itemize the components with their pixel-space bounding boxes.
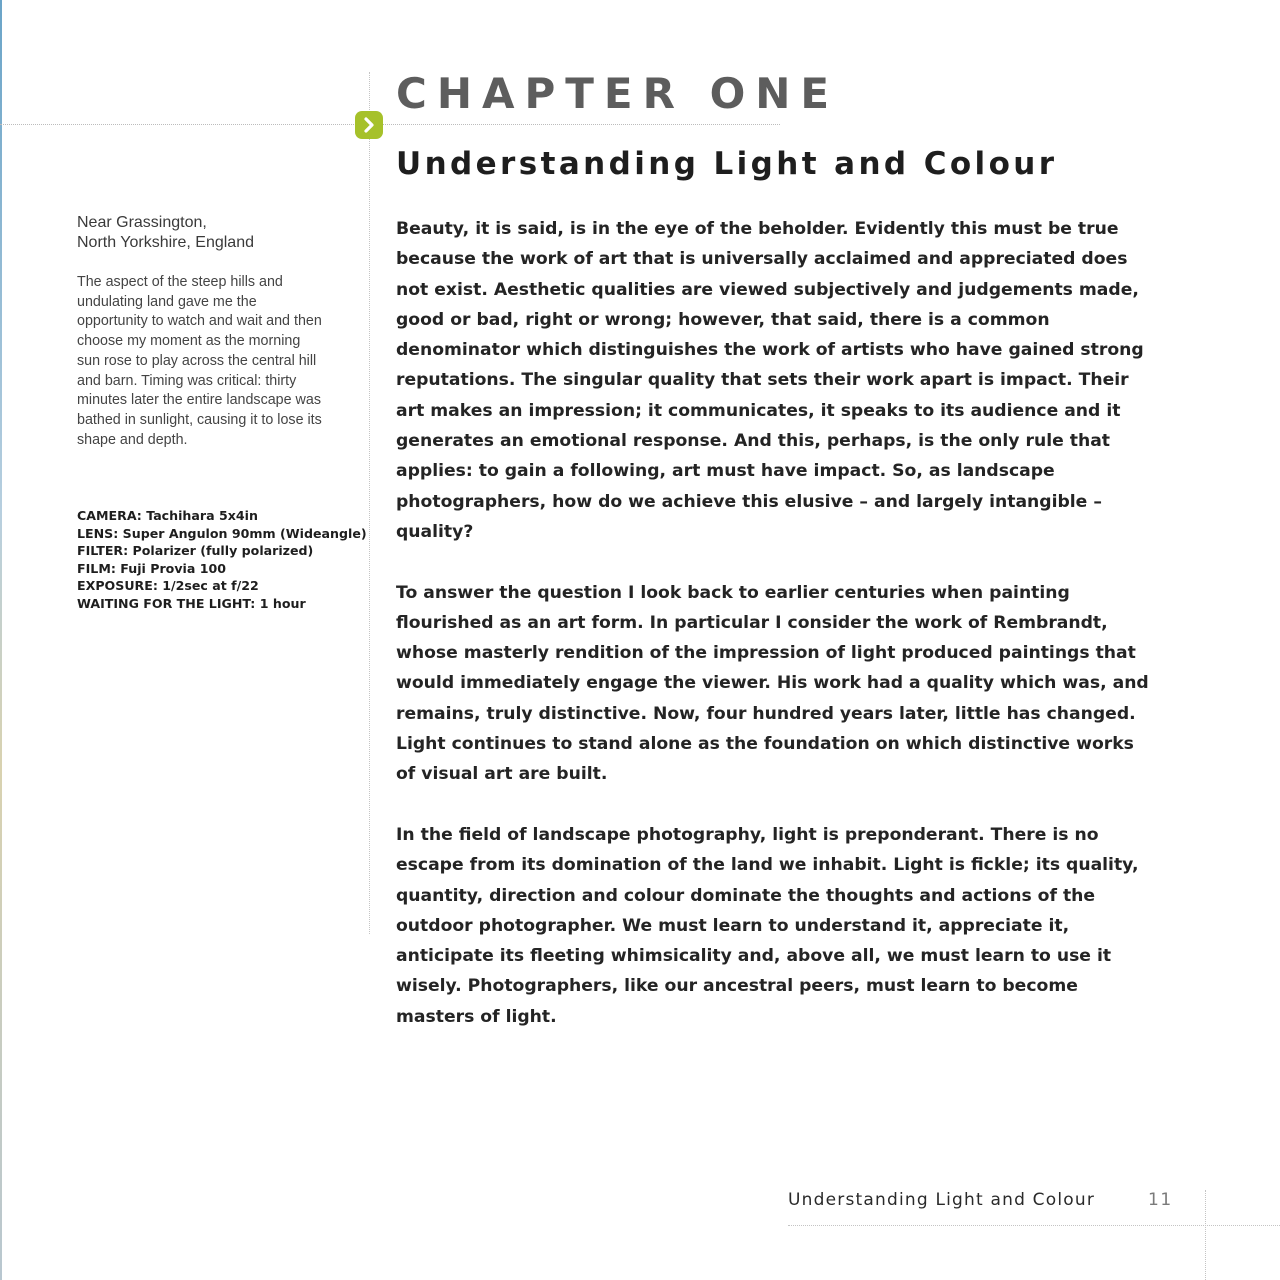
tech-spec-item: LENS: Super Angulon 90mm (Wideangle) bbox=[77, 525, 367, 541]
caption-location-line: Near Grassington, bbox=[77, 214, 207, 231]
header-rule bbox=[0, 124, 780, 125]
footer-column-rule bbox=[1205, 1190, 1206, 1280]
tech-specs-list bbox=[77, 507, 367, 613]
chapter-label: CHAPTER ONE bbox=[396, 69, 840, 118]
tech-spec-item: WAITING FOR THE LIGHT: 1 hour bbox=[77, 595, 306, 611]
body-paragraph: In the field of landscape photography, light is preponderant. There is no escape from its domination of the land we inhabit. Light is fickle; its quality, quantity, direction and colour dominate the thoughts and actions of the outdoor photographer. We must learn to understand it, appreciate it, anticipate its fleeting whimsicality and, above all, we must learn to use it wisely. Photographers, like our ancestral peers, must learn to become masters of light. bbox=[396, 824, 1139, 1027]
column-rule bbox=[369, 72, 370, 934]
page-edge-strip bbox=[0, 0, 2, 1280]
body-text bbox=[396, 214, 1156, 1062]
chapter-title: Understanding Light and Colour bbox=[396, 146, 1058, 182]
tech-spec-item: CAMERA: Tachihara 5x4in bbox=[77, 508, 258, 523]
running-footer-title: Understanding Light and Colour bbox=[788, 1190, 1096, 1210]
page-number: 11 bbox=[1148, 1190, 1173, 1210]
caption-location-line: North Yorkshire, England bbox=[77, 234, 254, 251]
chevron-right-icon bbox=[355, 111, 383, 139]
tech-spec-item: EXPOSURE: 1/2sec at f/22 bbox=[77, 578, 259, 594]
body-paragraph: To answer the question I look back to earlier centuries when painting flourished as an art form. In particular I consider the work of Rembrandt, whose masterly rendition of the impression of light produced paintings that would immediately engage the viewer. His work had a quality which was, and remains, truly distinctive. Now, four hundred years later, little has changed. Light continues to stand alone as the foundation on which distinctive works of visual art are built. bbox=[396, 582, 1149, 785]
tech-spec-item: FILTER: Polarizer (fully polarized) bbox=[77, 543, 314, 559]
tech-spec-item: FILM: Fuji Provia 100 bbox=[77, 560, 227, 576]
body-paragraph: Beauty, it is said, is in the eye of the beholder. Evidently this must be true because the work of art that is universally acclaimed and appreciated does not exist. Aesthetic qualities are viewed subjectively and judgements made, good or bad, right or wrong; however, that said, there is a common denominator which distinguishes the work of artists who have gained strong reputations. The singular quality that sets their work apart is impact. Their art makes an impression; it communicates, it speaks to its audience and it generates an emotional response. And this, perhaps, is the only rule that applies: to gain a following, art must have impact. So, as landscape photographers, how do we achieve this elusive – and largely intangible – quality? bbox=[396, 219, 1144, 542]
footer-rule bbox=[788, 1225, 1280, 1226]
caption-text: The aspect of the steep hills and undulating land gave me the opportunity to watch and wait and then choose my moment as the morning sun rose to play across the central hill and barn. Timing was critical: thirty minutes later the entire landscape was bathed in sunlight, causing it to lose its shape and depth. bbox=[77, 274, 322, 448]
caption-location bbox=[77, 213, 347, 253]
